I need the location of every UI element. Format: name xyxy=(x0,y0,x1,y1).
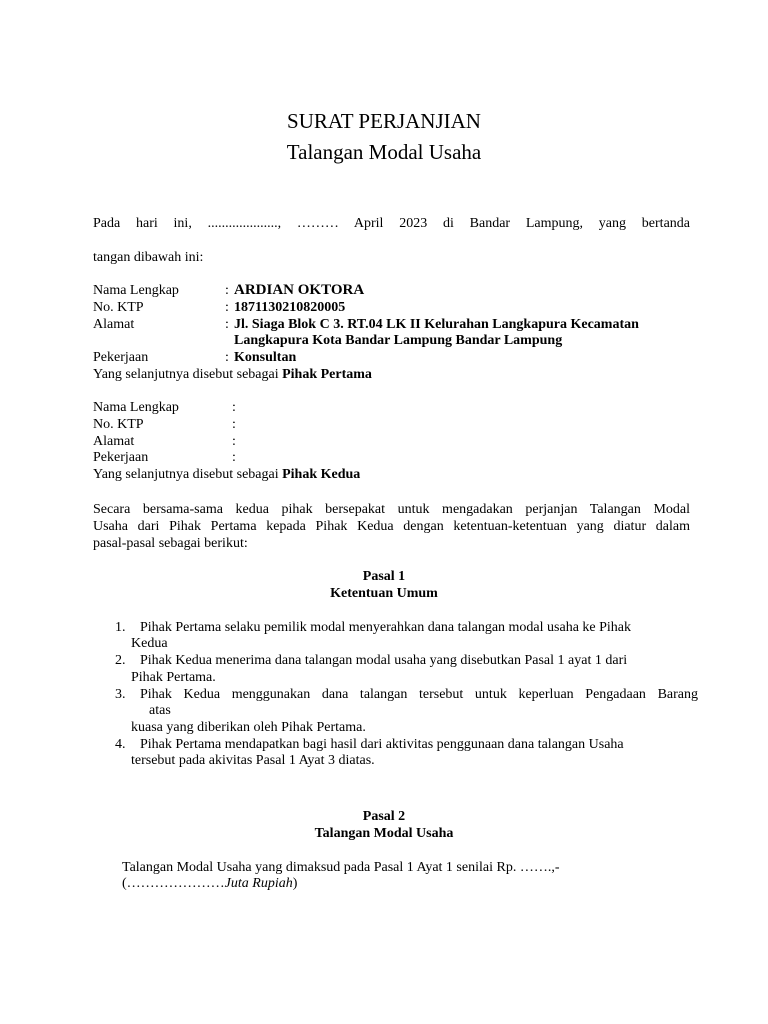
document-subtitle: Talangan Modal Usaha xyxy=(286,140,482,164)
list-item-number: 1. xyxy=(115,620,126,635)
opening-line-2: tangan dibawah ini: xyxy=(93,250,204,265)
party1-name-label: Nama Lengkap xyxy=(93,283,179,298)
party2-designation-line xyxy=(93,466,360,483)
party1-address-line-2: Langkapura Kota Bandar Lampung Bandar Lampung xyxy=(234,333,563,348)
party1-ktp-value: 1871130210820005 xyxy=(234,300,346,315)
pasal2-line-2 xyxy=(122,875,297,892)
colon: : xyxy=(232,417,236,432)
list-item-1-line-1: Pihak Pertama selaku pemilik modal menyerahkan dana talangan modal usaha ke Pihak xyxy=(140,620,632,635)
pasal2-number: Pasal 2 xyxy=(362,809,406,824)
colon: : xyxy=(225,300,229,315)
list-item-number: 4. xyxy=(115,737,126,752)
list-item-3-line-3: kuasa yang diberikan oleh Pihak Pertama. xyxy=(131,720,366,735)
list-item-4-line-2: tersebut pada akivitas Pasal 1 Ayat 3 diatas. xyxy=(131,753,375,768)
list-item-4-line-1: Pihak Pertama mendapatkan bagi hasil dari aktivitas penggunaan dana talangan Usaha xyxy=(140,737,624,752)
colon: : xyxy=(232,434,236,449)
party1-ktp-label: No. KTP xyxy=(93,300,144,315)
party2-ktp-label: No. KTP xyxy=(93,417,144,432)
agreement-line-2: Usaha dari Pihak Pertama kepada Pihak Kedua dengan ketentuan-ketentuan yang diatur dalam xyxy=(93,519,690,534)
pasal2-line-1: Talangan Modal Usaha yang dimaksud pada Pasal 1 Ayat 1 senilai Rp. …….,- xyxy=(122,860,560,875)
opening-line-1: Pada hari ini, ...................., ……… April 2023 di Bandar Lampung, yang bertanda xyxy=(93,216,690,231)
colon: : xyxy=(225,317,229,332)
party2-job-label: Pekerjaan xyxy=(93,450,149,465)
party2-designation: Pihak Kedua xyxy=(282,467,361,482)
colon: : xyxy=(225,350,229,365)
list-item-number: 3. xyxy=(115,687,126,702)
list-item-3-line-1: Pihak Kedua menggunakan dana talangan tersebut untuk keperluan Pengadaan Barang xyxy=(140,687,698,702)
designation-prefix: Yang selanjutnya disebut sebagai xyxy=(93,467,283,482)
agreement-line-1: Secara bersama-sama kedua pihak bersepakat untuk mengadakan perjanjan Talangan Modal xyxy=(93,502,690,517)
pasal2-close-paren: ) xyxy=(292,876,298,891)
agreement-line-3: pasal-pasal sebagai berikut: xyxy=(93,536,248,551)
list-item-1-line-2: Kedua xyxy=(131,636,168,651)
party2-name-label: Nama Lengkap xyxy=(93,400,179,415)
party2-address-label: Alamat xyxy=(93,434,135,449)
list-item-3-line-2: atas xyxy=(149,703,171,718)
pasal1-heading: Ketentuan Umum xyxy=(330,586,438,601)
pasal2-heading: Talangan Modal Usaha xyxy=(314,826,454,841)
list-item-2-line-1: Pihak Kedua menerima dana talangan modal usaha yang disebutkan Pasal 1 ayat 1 dari xyxy=(140,653,628,668)
colon: : xyxy=(225,283,229,298)
colon: : xyxy=(232,400,236,415)
colon: : xyxy=(232,450,236,465)
document-title: SURAT PERJANJIAN xyxy=(287,109,481,133)
party1-designation-line xyxy=(93,366,372,383)
list-item-number: 2. xyxy=(115,653,126,668)
pasal2-amount-blank: (………………… xyxy=(122,876,225,891)
party1-job-label: Pekerjaan xyxy=(93,350,149,365)
list-item-2-line-2: Pihak Pertama. xyxy=(131,670,216,685)
pasal2-amount-unit: Juta Rupiah xyxy=(224,876,293,891)
designation-prefix: Yang selanjutnya disebut sebagai xyxy=(93,367,283,382)
pasal1-number: Pasal 1 xyxy=(362,569,406,584)
party1-designation: Pihak Pertama xyxy=(282,367,372,382)
party1-address-line-1: Jl. Siaga Blok C 3. RT.04 LK II Kelurahan Langkapura Kecamatan xyxy=(234,317,639,332)
party1-address-label: Alamat xyxy=(93,317,135,332)
party1-name-value: ARDIAN OKTORA xyxy=(234,282,365,298)
party1-job-value: Konsultan xyxy=(234,350,297,365)
